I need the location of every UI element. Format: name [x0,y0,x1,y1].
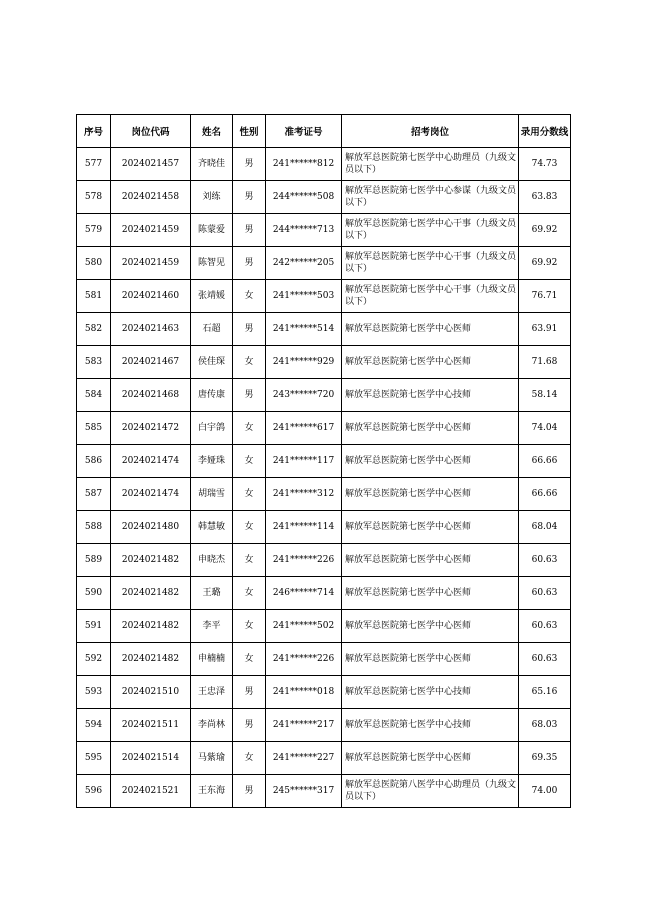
cell-name: 张靖媛 [191,280,233,313]
cell-post-code: 2024021480 [111,511,191,544]
cell-exam-number: 241******312 [266,478,342,511]
cell-seq: 588 [77,511,111,544]
table-body [77,148,571,808]
cell-name: 侯佳琛 [191,346,233,379]
cell-name: 王东海 [191,775,233,808]
cell-name: 马紫瑜 [191,742,233,775]
cell-seq: 583 [77,346,111,379]
cell-recruit-post: 解放军总医院第七医学中心医师 [342,742,519,775]
cell-sex: 女 [233,610,266,643]
cell-sex: 女 [233,280,266,313]
cell-name: 王忠泽 [191,676,233,709]
table-row [77,676,571,709]
cell-recruit-post: 解放军总医院第七医学中心干事（九级文员以下） [342,247,519,280]
table-row [77,544,571,577]
cell-score-line: 60.63 [519,643,571,676]
table-row [77,775,571,808]
cell-score-line: 58.14 [519,379,571,412]
table-row [77,577,571,610]
cell-sex: 男 [233,181,266,214]
cell-post-code: 2024021463 [111,313,191,346]
cell-exam-number: 242******205 [266,247,342,280]
cell-seq: 584 [77,379,111,412]
table-row [77,478,571,511]
cell-score-line: 76.71 [519,280,571,313]
cell-recruit-post: 解放军总医院第七医学中心助理员（九级文员以下） [342,148,519,181]
table-row [77,247,571,280]
cell-score-line: 66.66 [519,445,571,478]
cell-name: 李平 [191,610,233,643]
cell-sex: 女 [233,445,266,478]
cell-recruit-post: 解放军总医院第七医学中心医师 [342,544,519,577]
cell-score-line: 63.83 [519,181,571,214]
cell-exam-number: 241******503 [266,280,342,313]
table-row [77,148,571,181]
cell-name: 申晓杰 [191,544,233,577]
cell-exam-number: 244******713 [266,214,342,247]
cell-sex: 男 [233,775,266,808]
cell-recruit-post: 解放军总医院第七医学中心医师 [342,511,519,544]
cell-recruit-post: 解放军总医院第七医学中心干事（九级文员以下） [342,280,519,313]
cell-name: 李娅珠 [191,445,233,478]
table-row [77,412,571,445]
cell-exam-number: 243******720 [266,379,342,412]
cell-seq: 586 [77,445,111,478]
cell-post-code: 2024021457 [111,148,191,181]
cell-post-code: 2024021460 [111,280,191,313]
cell-post-code: 2024021514 [111,742,191,775]
cell-sex: 男 [233,148,266,181]
cell-recruit-post: 解放军总医院第七医学中心技师 [342,379,519,412]
cell-exam-number: 241******812 [266,148,342,181]
cell-score-line: 60.63 [519,610,571,643]
cell-sex: 女 [233,544,266,577]
table-row [77,742,571,775]
cell-seq: 579 [77,214,111,247]
cell-seq: 591 [77,610,111,643]
cell-score-line: 74.73 [519,148,571,181]
cell-name: 韩慧敏 [191,511,233,544]
cell-score-line: 60.63 [519,544,571,577]
cell-post-code: 2024021482 [111,643,191,676]
cell-post-code: 2024021459 [111,247,191,280]
table-row [77,313,571,346]
cell-sex: 女 [233,643,266,676]
cell-name: 申楠楠 [191,643,233,676]
cell-sex: 女 [233,346,266,379]
cell-post-code: 2024021458 [111,181,191,214]
cell-score-line: 69.92 [519,214,571,247]
cell-score-line: 65.16 [519,676,571,709]
cell-recruit-post: 解放军总医院第七医学中心医师 [342,577,519,610]
cell-recruit-post: 解放军总医院第七医学中心技师 [342,709,519,742]
cell-exam-number: 241******227 [266,742,342,775]
table-row [77,346,571,379]
cell-score-line: 68.04 [519,511,571,544]
cell-exam-number: 245******317 [266,775,342,808]
cell-post-code: 2024021482 [111,577,191,610]
cell-sex: 女 [233,478,266,511]
table-row [77,511,571,544]
cell-name: 胡瑞雪 [191,478,233,511]
cell-exam-number: 241******226 [266,544,342,577]
cell-sex: 男 [233,247,266,280]
table-row [77,181,571,214]
cell-exam-number: 241******114 [266,511,342,544]
cell-exam-number: 241******502 [266,610,342,643]
table-row [77,643,571,676]
cell-post-code: 2024021459 [111,214,191,247]
cell-post-code: 2024021468 [111,379,191,412]
cell-sex: 男 [233,676,266,709]
cell-seq: 593 [77,676,111,709]
cell-seq: 595 [77,742,111,775]
cell-post-code: 2024021472 [111,412,191,445]
cell-post-code: 2024021482 [111,544,191,577]
cell-score-line: 69.35 [519,742,571,775]
cell-sex: 男 [233,313,266,346]
cell-seq: 592 [77,643,111,676]
header-seq: 序号 [77,115,111,148]
cell-score-line: 71.68 [519,346,571,379]
cell-recruit-post: 解放军总医院第七医学中心医师 [342,346,519,379]
cell-sex: 女 [233,577,266,610]
table-row [77,379,571,412]
cell-score-line: 63.91 [519,313,571,346]
cell-seq: 587 [77,478,111,511]
cell-exam-number: 241******514 [266,313,342,346]
cell-sex: 女 [233,412,266,445]
cell-name: 王璐 [191,577,233,610]
cell-score-line: 60.63 [519,577,571,610]
cell-recruit-post: 解放军总医院第七医学中心医师 [342,445,519,478]
table-row [77,214,571,247]
cell-name: 李尚林 [191,709,233,742]
cell-exam-number: 241******217 [266,709,342,742]
cell-sex: 女 [233,742,266,775]
cell-exam-number: 244******508 [266,181,342,214]
cell-score-line: 74.04 [519,412,571,445]
table-row [77,445,571,478]
cell-recruit-post: 解放军总医院第七医学中心技师 [342,676,519,709]
cell-seq: 589 [77,544,111,577]
cell-recruit-post: 解放军总医院第八医学中心助理员（九级文员以下） [342,775,519,808]
cell-recruit-post: 解放军总医院第七医学中心医师 [342,313,519,346]
cell-exam-number: 241******018 [266,676,342,709]
cell-name: 陈智见 [191,247,233,280]
cell-name: 刘练 [191,181,233,214]
cell-seq: 581 [77,280,111,313]
cell-post-code: 2024021521 [111,775,191,808]
cell-score-line: 74.00 [519,775,571,808]
cell-exam-number: 246******714 [266,577,342,610]
cell-sex: 男 [233,214,266,247]
table-row [77,280,571,313]
header-name: 姓名 [191,115,233,148]
cell-seq: 594 [77,709,111,742]
cell-seq: 580 [77,247,111,280]
cell-recruit-post: 解放军总医院第七医学中心参谋（九级文员以下） [342,181,519,214]
cell-recruit-post: 解放军总医院第七医学中心医师 [342,478,519,511]
cell-exam-number: 241******117 [266,445,342,478]
header-score-line: 录用分数线 [519,115,571,148]
admission-score-table [76,114,571,808]
cell-recruit-post: 解放军总医院第七医学中心医师 [342,412,519,445]
header-sex: 性别 [233,115,266,148]
cell-name: 唐传康 [191,379,233,412]
cell-name: 白宇鸽 [191,412,233,445]
cell-name: 齐晓佳 [191,148,233,181]
cell-seq: 590 [77,577,111,610]
cell-seq: 582 [77,313,111,346]
cell-seq: 577 [77,148,111,181]
cell-recruit-post: 解放军总医院第七医学中心医师 [342,643,519,676]
cell-exam-number: 241******226 [266,643,342,676]
header-exam-number: 准考证号 [266,115,342,148]
cell-name: 石超 [191,313,233,346]
cell-post-code: 2024021510 [111,676,191,709]
cell-seq: 596 [77,775,111,808]
cell-score-line: 66.66 [519,478,571,511]
table-header-row [77,115,571,148]
header-recruit-post: 招考岗位 [342,115,519,148]
table-row [77,610,571,643]
cell-post-code: 2024021474 [111,478,191,511]
cell-sex: 女 [233,511,266,544]
cell-exam-number: 241******617 [266,412,342,445]
cell-recruit-post: 解放军总医院第七医学中心医师 [342,610,519,643]
cell-recruit-post: 解放军总医院第七医学中心干事（九级文员以下） [342,214,519,247]
cell-sex: 男 [233,379,266,412]
cell-seq: 585 [77,412,111,445]
table-row [77,709,571,742]
cell-post-code: 2024021474 [111,445,191,478]
cell-sex: 男 [233,709,266,742]
cell-score-line: 68.03 [519,709,571,742]
cell-score-line: 69.92 [519,247,571,280]
cell-post-code: 2024021511 [111,709,191,742]
cell-name: 陈蒙爱 [191,214,233,247]
cell-post-code: 2024021482 [111,610,191,643]
cell-seq: 578 [77,181,111,214]
cell-post-code: 2024021467 [111,346,191,379]
header-post-code: 岗位代码 [111,115,191,148]
cell-exam-number: 241******929 [266,346,342,379]
